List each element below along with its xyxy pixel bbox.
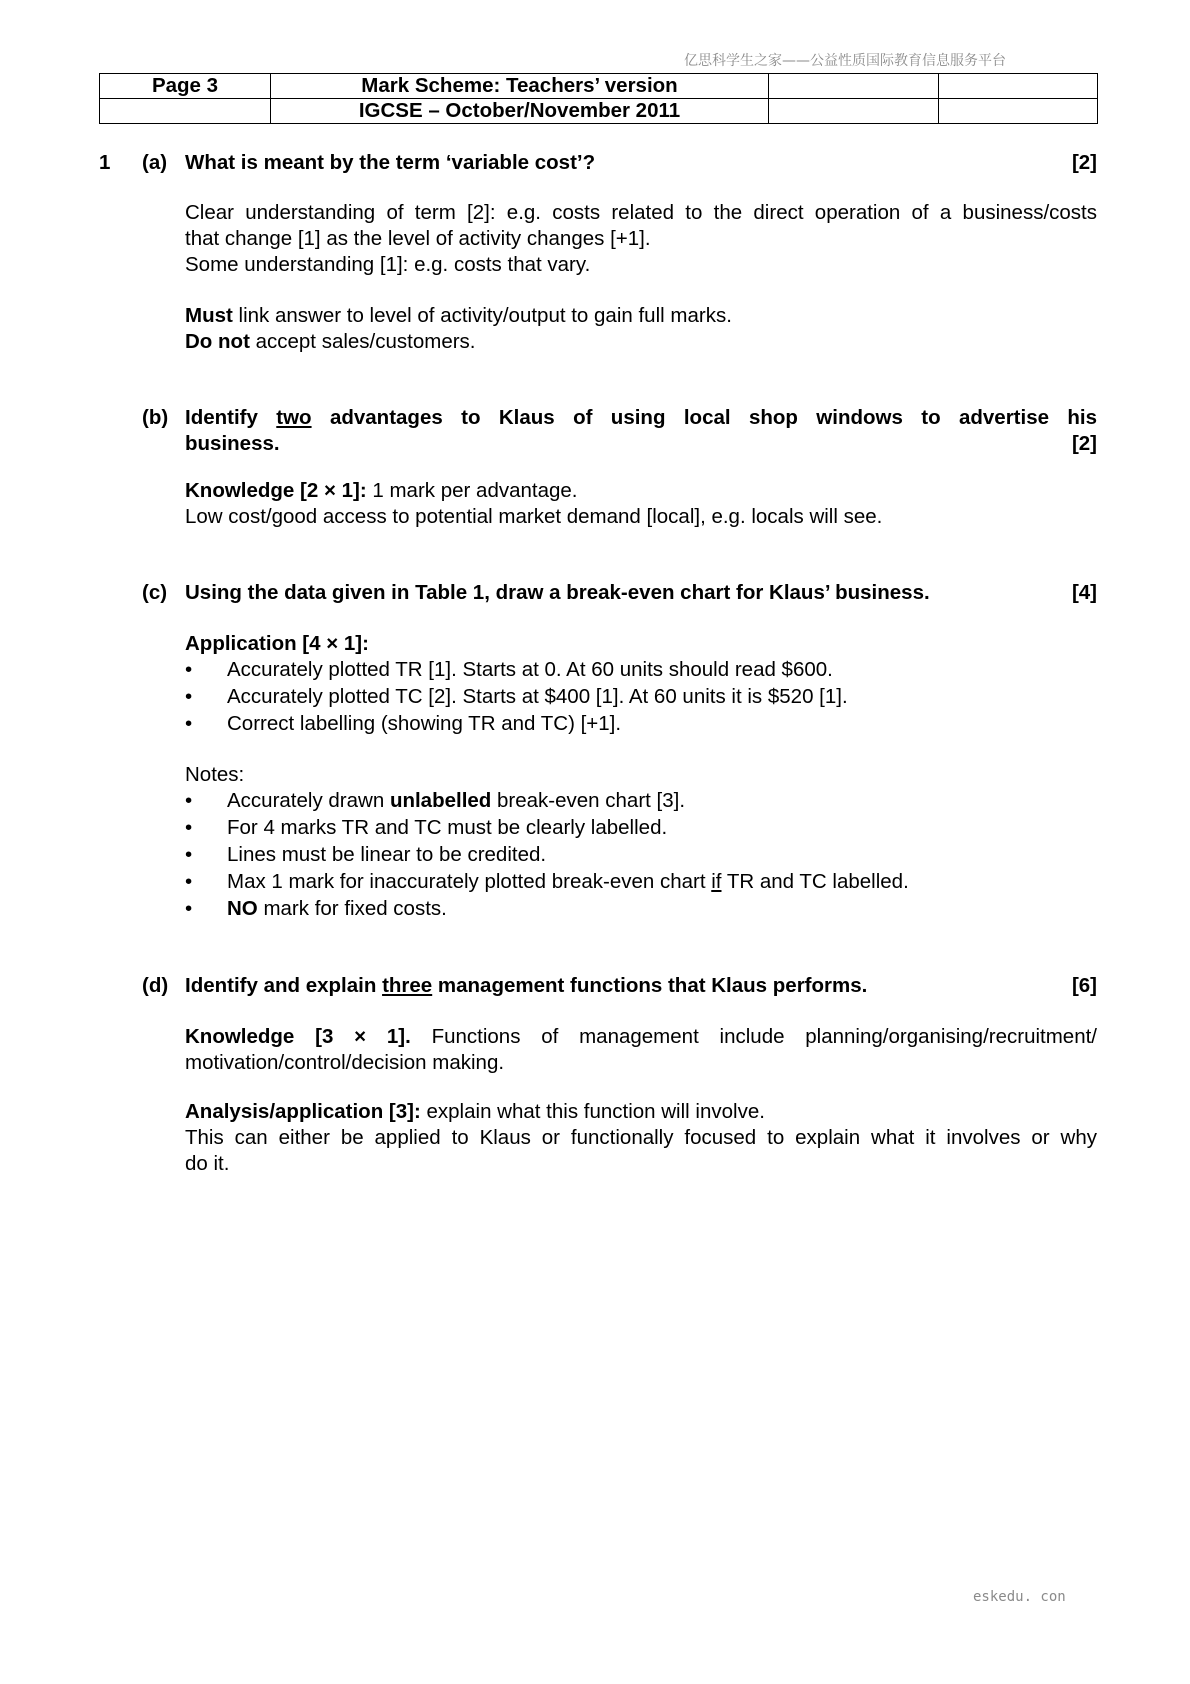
marks-a: [2]: [1071, 151, 1097, 174]
answer-d: [185, 1024, 1097, 1076]
watermark-bottom: eskedu. con: [973, 1589, 1066, 1605]
header-empty-cell: [769, 99, 939, 124]
analysis-d: [185, 1099, 1097, 1177]
list-item: • Accurately plotted TR [1]. Starts at 0. At 60 units should read $600.: [185, 658, 833, 681]
part-a: [185, 150, 1097, 176]
header-empty-cell: [769, 74, 939, 99]
header-empty-cell: [100, 99, 271, 124]
must-note: Must link answer to level of activity/output to gain full marks.: [185, 304, 732, 327]
part-label-c: (c): [142, 581, 168, 604]
question-a-text: What is meant by the term ‘variable cost’?: [185, 151, 596, 174]
marks-c: [4]: [1071, 581, 1097, 604]
analysis-d-label: Analysis/application [3]: explain what this function will involve.: [185, 1100, 765, 1123]
part-b: [185, 405, 1097, 457]
notes-label: Notes:: [185, 763, 245, 786]
donot-note: Do not accept sales/customers.: [185, 330, 476, 353]
part-c: [185, 580, 1097, 606]
analysis-d-line2: do it.: [185, 1152, 230, 1175]
question-number: 1: [99, 151, 111, 174]
watermark-top: 亿思科学生之家——公益性质国际教育信息服务平台: [684, 53, 1006, 69]
header-empty-cell: [939, 74, 1098, 99]
list-item: • NO mark for fixed costs.: [185, 897, 447, 920]
list-item: • Lines must be linear to be credited.: [185, 843, 547, 866]
application-label: Application [4 × 1]:: [185, 632, 369, 655]
question-b-line1: Identify two advantages to Klaus of using local shop windows to advertise his: [185, 406, 1097, 429]
marks-d: [6]: [1071, 974, 1097, 997]
notes-c: [185, 762, 1097, 923]
knowledge-d-line2: motivation/control/decision making.: [185, 1051, 505, 1074]
list-item: • For 4 marks TR and TC must be clearly labelled.: [185, 816, 668, 839]
header-table: [99, 73, 1098, 124]
answer-a-line1: Clear understanding of term [2]: e.g. costs related to the direct operation of a business/costs: [185, 201, 1097, 224]
part-label-a: (a): [142, 151, 168, 174]
header-title: Mark Scheme: Teachers’ version: [271, 74, 769, 99]
analysis-d-line1: This can either be applied to Klaus or functionally focused to explain what it involves or why: [185, 1126, 1097, 1149]
list-item: • Accurately plotted TC [2]. Starts at $400 [1]. At 60 units it is $520 [1].: [185, 685, 848, 708]
answer-a-line3: Some understanding [1]: e.g. costs that vary.: [185, 253, 591, 276]
list-item: • Accurately drawn unlabelled break-even chart [3].: [185, 789, 686, 812]
application-list: [185, 657, 1097, 738]
list-item: • Correct labelling (showing TR and TC) [+1].: [185, 712, 622, 735]
knowledge-d-line1: Knowledge [3 × 1]. Functions of management include planning/organising/recruitment/: [185, 1025, 1098, 1048]
question-c-text: Using the data given in Table 1, draw a break-even chart for Klaus’ business.: [185, 581, 930, 604]
question-d-text: Identify and explain three management functions that Klaus performs.: [185, 974, 868, 997]
header-exam: IGCSE – October/November 2011: [271, 99, 769, 124]
header-empty-cell: [939, 99, 1098, 124]
answer-a: [185, 200, 1097, 278]
question-b-line2: business.: [185, 432, 280, 455]
guidance-a: [185, 303, 1097, 355]
part-label-d: (d): [142, 974, 169, 997]
answer-c: [185, 631, 1097, 738]
answer-b: [185, 478, 1097, 530]
page-number: Page 3: [100, 74, 271, 99]
part-d: [185, 973, 1097, 999]
notes-list: [185, 788, 1097, 923]
marks-b: [2]: [1071, 432, 1097, 455]
knowledge-b: Knowledge [2 × 1]: 1 mark per advantage.: [185, 479, 578, 502]
answer-a-line2: that change [1] as the level of activity changes [+1].: [185, 227, 651, 250]
answer-b-text: Low cost/good access to potential market demand [local], e.g. locals will see.: [185, 505, 883, 528]
part-label-b: (b): [142, 406, 169, 429]
list-item: • Max 1 mark for inaccurately plotted break-even chart if TR and TC labelled.: [185, 870, 909, 893]
